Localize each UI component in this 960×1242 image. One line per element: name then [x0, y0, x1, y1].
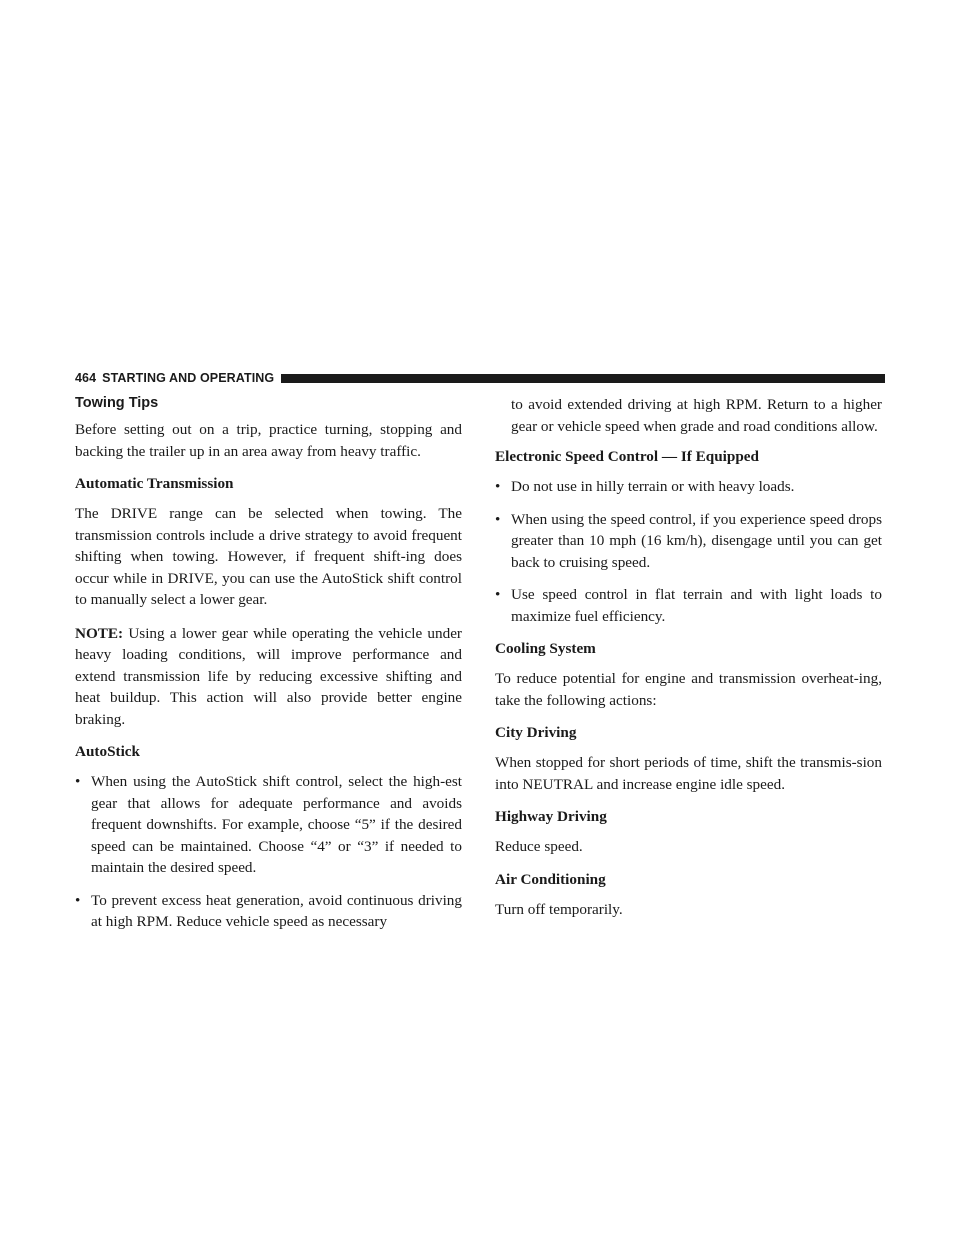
speed-control-list: [495, 476, 882, 627]
list-item-text: Use speed control in flat terrain and with light loads to maximize fuel efficiency.: [511, 586, 882, 625]
note-body: Using a lower gear while operating the vehicle under heavy loading conditions, will improve performance and extend transmission life by reducing excessive shifting and heat buildup. This action will also provide better engine braking.: [75, 624, 462, 728]
automatic-transmission-heading: Automatic Transmission: [75, 475, 234, 492]
continued-bullet-text: to avoid extended driving at high RPM. Return to a higher gear or vehicle speed when grade and road conditions allow.: [511, 396, 882, 435]
bullet-icon: •: [495, 510, 501, 528]
bullet-icon: •: [495, 478, 501, 495]
right-column: [495, 394, 882, 932]
autostick-list: [75, 771, 462, 933]
list-item: [75, 771, 462, 879]
list-item-text: Do not use in hilly terrain or with heavy loads.: [511, 478, 795, 495]
intro-paragraph: Before setting out on a trip, practice turning, stopping and backing the trailer up in an area away from heavy traffic.: [75, 421, 462, 460]
section-name: STARTING AND OPERATING: [102, 371, 275, 385]
header-label: [75, 371, 274, 385]
list-item-text: When using the AutoStick shift control, select the high-est gear that allows for adequate performance and avoids frequent downshifts. For example, choose “5” if the desired speed can be maintained. Choose “4” or “3” if needed to maintain the desired speed.: [91, 773, 462, 876]
autostick-heading: AutoStick: [75, 743, 140, 760]
note-paragraph: [75, 623, 462, 731]
highway-driving-heading: Highway Driving: [495, 808, 607, 825]
page-header: [75, 370, 885, 386]
page-number: 464: [75, 371, 97, 385]
note-label: NOTE:: [75, 624, 124, 642]
list-item: [495, 476, 882, 498]
speed-control-heading: Electronic Speed Control — If Equipped: [495, 448, 759, 465]
left-column: [75, 394, 462, 945]
bullet-icon: •: [495, 586, 501, 603]
air-conditioning-paragraph: Turn off temporarily.: [495, 900, 623, 918]
cooling-system-heading: Cooling System: [495, 640, 596, 657]
city-driving-heading: City Driving: [495, 724, 577, 741]
bullet-icon: •: [75, 773, 81, 790]
highway-driving-paragraph: Reduce speed.: [495, 838, 583, 855]
list-item: [75, 890, 462, 933]
city-driving-paragraph: When stopped for short periods of time, shift the transmis-sion into NEUTRAL and increase engine idle speed.: [495, 754, 882, 793]
list-item-text: To prevent excess heat generation, avoid continuous driving at high RPM. Reduce vehicle speed as necessary: [91, 891, 462, 930]
header-rule: [281, 374, 885, 383]
section-title: Towing Tips: [75, 395, 159, 411]
cooling-system-paragraph: To reduce potential for engine and transmission overheat-ing, take the following actions:: [495, 670, 882, 709]
list-item: [495, 509, 882, 574]
list-item: [495, 584, 882, 627]
list-item-text: When using the speed control, if you experience speed drops greater than 10 mph (16 km/h), disengage until you can get back to cruising speed.: [511, 510, 882, 571]
air-conditioning-heading: Air Conditioning: [495, 870, 606, 888]
automatic-transmission-paragraph: The DRIVE range can be selected when towing. The transmission controls include a drive strategy to avoid frequent shifting when towing. However, if frequent shift-ing does occur while in DRIVE, you can use the AutoStick shift control to manually select a lower gear.: [75, 505, 462, 608]
bullet-icon: •: [75, 891, 81, 909]
